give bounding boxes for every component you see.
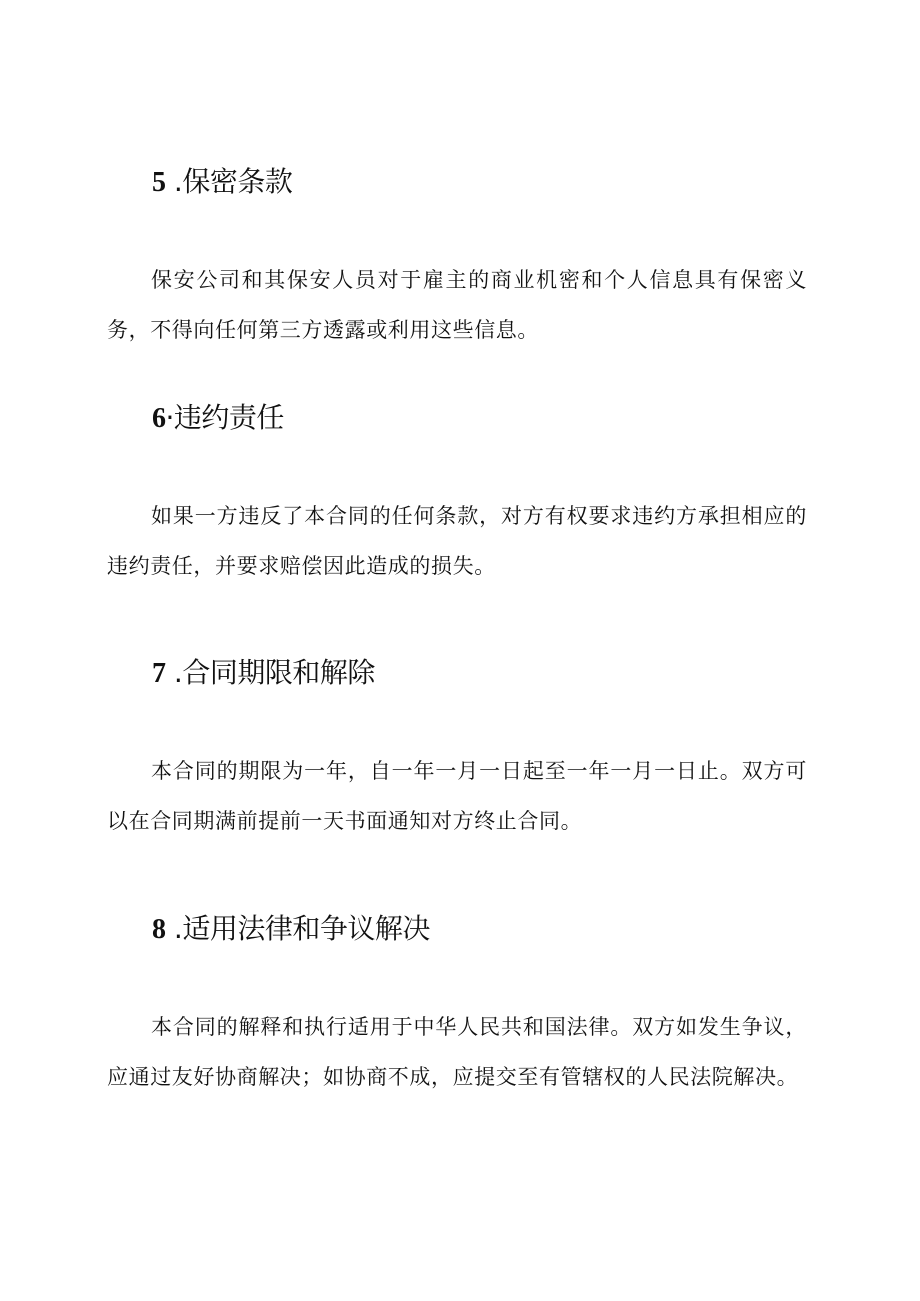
section-title: 违约责任 [173,401,284,434]
section-body-breach-liability: 如果一方违反了本合同的任何条款，对方有权要求违约方承担相应的违约责任，并要求赔偿因此造成的损失。 [107,504,807,578]
section-title: 合同期限和解除 [182,656,375,689]
section-heading-breach-liability [152,400,284,437]
section-body-confidentiality: 保安公司和其保安人员对于雇主的商业机密和个人信息具有保密义务，不得向任何第三方透露或利用这些信息。 [107,268,807,342]
section-number: 7 [152,658,166,689]
section-number: 8 [152,914,166,945]
section-separator: . [165,165,183,198]
section-body-governing-law: 本合同的解释和执行适用于中华人民共和国法律。双方如发生争议，应通过友好协商解决；如协商不成，应提交至有管辖权的人民法院解决。 [107,1015,807,1089]
section-number: 5 [152,167,166,198]
section-heading-term-termination [152,655,375,692]
section-title: 保密条款 [182,165,293,198]
section-separator: . [165,912,183,945]
section-number: 6 [152,403,166,434]
section-heading-governing-law [152,911,430,948]
section-heading-confidentiality [152,164,292,201]
section-separator: . [165,656,183,689]
section-body-term-termination: 本合同的期限为一年，自一年一月一日起至一年一月一日止。双方可以在合同期满前提前一天书面通知对方终止合同。 [107,759,807,833]
section-title: 适用法律和争议解决 [182,912,430,945]
section-separator: · [165,401,174,434]
